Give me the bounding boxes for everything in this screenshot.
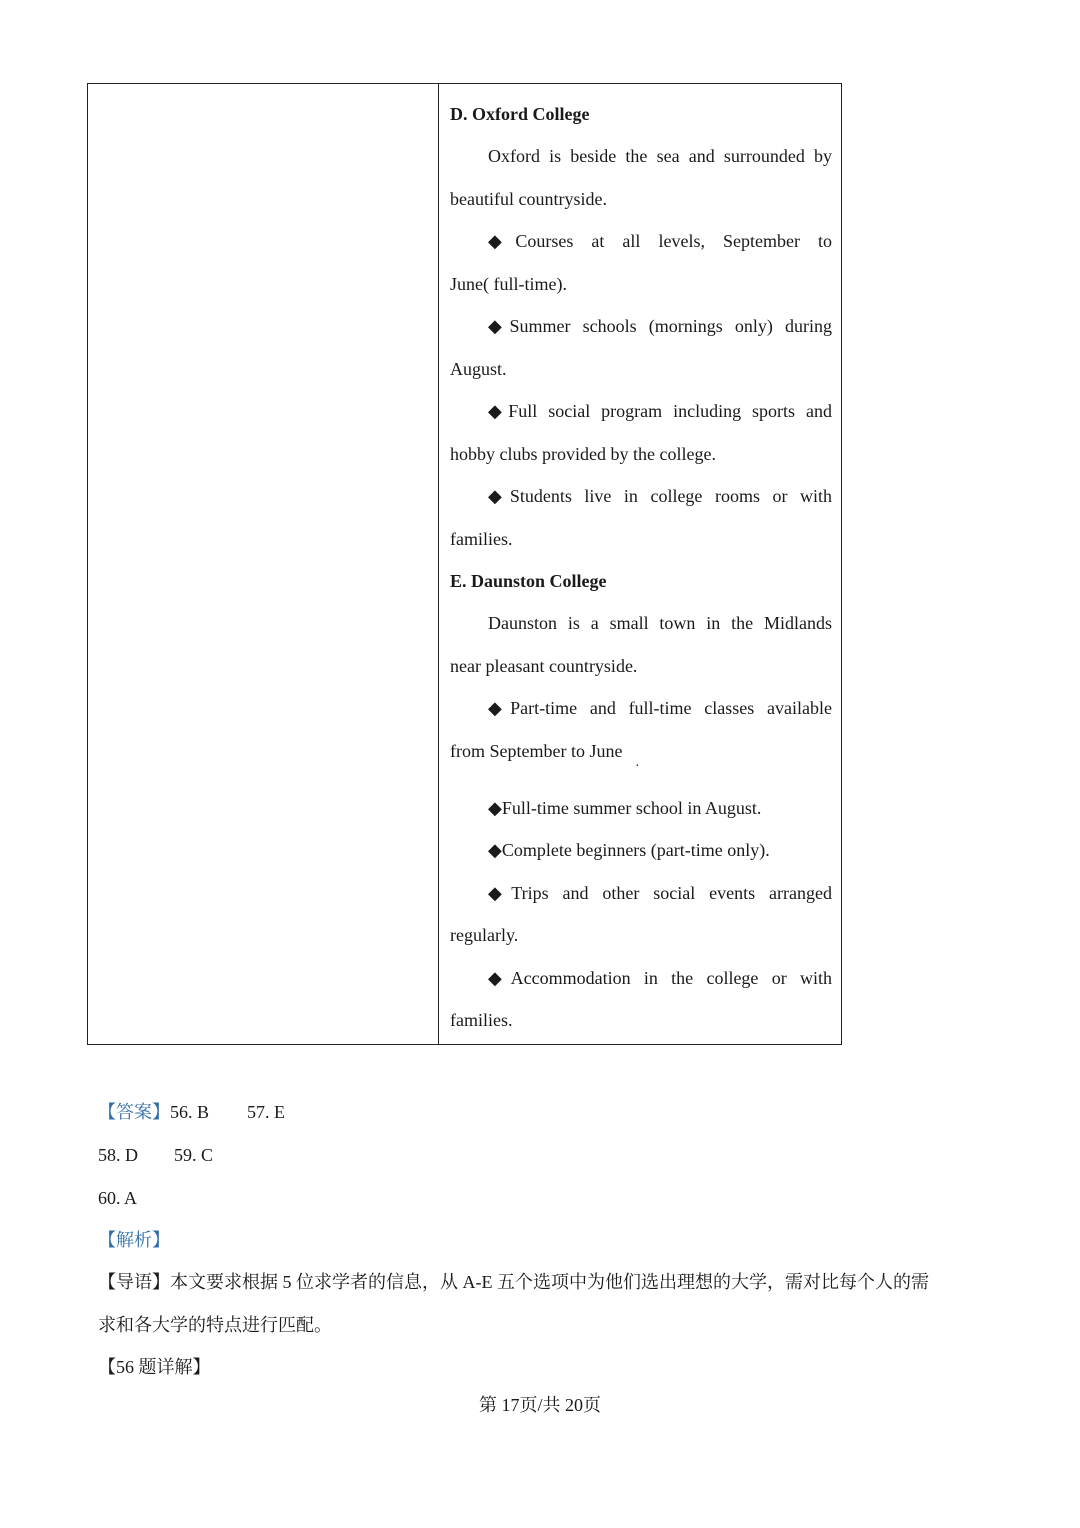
answer-line3 bbox=[98, 1185, 137, 1211]
analysis-intro-line2: 求和各大学的特点进行匹配。 bbox=[98, 1315, 332, 1335]
college-e-bullet1-line2: from September to June bbox=[450, 741, 623, 761]
college-e-bullet3-line1: ◆Complete beginners (part-time only). bbox=[488, 840, 770, 860]
college-d-bullet1-line1: ◆Courses at all levels, September to bbox=[488, 231, 832, 251]
college-d-heading: D. Oxford College bbox=[450, 104, 590, 124]
college-d-bullet1-line2: June( full-time). bbox=[450, 274, 567, 294]
college-e-intro-line2: near pleasant countryside. bbox=[450, 656, 638, 676]
college-table bbox=[87, 83, 842, 1045]
analysis-intro-line1: 【导语】本文要求根据 5 位求学者的信息，从 A-E 五个选项中为他们选出理想的大学，需对比每个人的需 bbox=[98, 1272, 929, 1292]
answer-line1 bbox=[98, 1099, 285, 1125]
college-d-bullet2-line2: August. bbox=[450, 359, 507, 379]
page-number: 第 17页/共 20页 bbox=[478, 1395, 601, 1415]
college-d-bullet2-line1: ◆Summer schools (mornings only) during bbox=[488, 316, 832, 336]
question-56-detail-label: 【56 题详解】 bbox=[98, 1357, 211, 1377]
college-e-bullet1-line1: ◆Part-time and full-time classes available bbox=[488, 698, 832, 718]
college-d-intro-line2: beautiful countryside. bbox=[450, 189, 607, 209]
answer-58: 58. D bbox=[98, 1145, 138, 1165]
college-e-bullet4-line2: regularly. bbox=[450, 925, 519, 945]
table-column-divider bbox=[438, 84, 439, 1044]
college-d-bullet3-line2: hobby clubs provided by the college. bbox=[450, 444, 716, 464]
college-d-bullet4-line2: families. bbox=[450, 529, 513, 549]
college-e-bullet4-line1: ◆Trips and other social events arranged bbox=[488, 883, 832, 903]
answer-59: 59. C bbox=[174, 1145, 214, 1165]
answer-label: 【答案】 bbox=[98, 1102, 170, 1122]
answer-57: 57. E bbox=[247, 1102, 286, 1122]
college-e-heading: E. Daunston College bbox=[450, 571, 607, 591]
college-e-bullet2-line1: ◆Full-time summer school in August. bbox=[488, 798, 762, 818]
college-d-intro-line1: Oxford is beside the sea and surrounded by bbox=[488, 146, 832, 166]
analysis-label: 【解析】 bbox=[98, 1230, 170, 1250]
college-d-bullet3-line1: ◆Full social program including sports and bbox=[488, 401, 832, 421]
college-d-bullet4-line1: ◆Students live in college rooms or with bbox=[488, 486, 832, 506]
college-e-intro-line1: Daunston is a small town in the Midlands bbox=[488, 613, 832, 633]
answer-line2 bbox=[98, 1142, 213, 1168]
answer-60: 60. A bbox=[98, 1188, 138, 1208]
college-e-bullet5-line1: ◆Accommodation in the college or with bbox=[488, 968, 832, 988]
answer-56: 56. B bbox=[170, 1102, 210, 1122]
stray-mark: · bbox=[635, 759, 640, 774]
college-e-bullet5-line2: families. bbox=[450, 1010, 513, 1030]
